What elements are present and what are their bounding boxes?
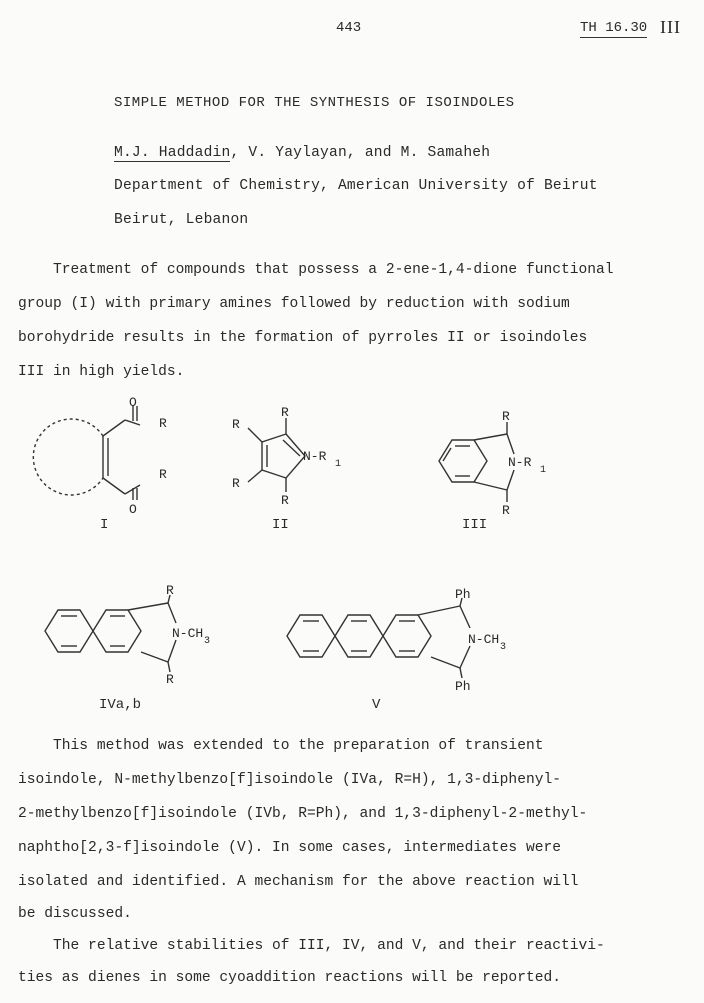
- atom-label: R: [502, 503, 510, 518]
- atom-label: O: [129, 395, 137, 410]
- atom-label: 3: [500, 642, 507, 653]
- atom-label: R: [159, 467, 167, 482]
- structure-label: III: [462, 517, 488, 533]
- atom-label: R: [166, 672, 174, 687]
- text-line: III in high yields.: [18, 364, 185, 380]
- session-numeral: III: [660, 17, 681, 37]
- text-line: ties as dienes in some cyoaddition reactions will be reported.: [18, 970, 561, 986]
- structure-V: [287, 587, 506, 713]
- affiliation-line-1: Department of Chemistry, American University of Beirut: [114, 178, 598, 194]
- page-number: 443: [336, 20, 362, 36]
- text-line: group (I) with primary amines followed by reduction with sodium: [18, 296, 570, 312]
- lead-author: M.J. Haddadin: [114, 145, 231, 161]
- atom-label: R: [159, 416, 167, 431]
- structure-label: IVa,b: [99, 697, 142, 713]
- atom-label: 3: [204, 636, 211, 647]
- structure-label: II: [272, 517, 289, 533]
- atom-label: 1: [335, 459, 342, 470]
- text-line: naphtho[2,3-f]isoindole (V). In some cases, intermediates were: [18, 840, 561, 856]
- atom-label: R: [281, 405, 289, 420]
- atom-label: N-R: [303, 449, 327, 464]
- atom-label: R: [232, 476, 240, 491]
- atom-label: Ph: [455, 587, 471, 602]
- atom-label: 1: [540, 465, 547, 476]
- atom-label: N-CH: [468, 632, 500, 647]
- text-line: borohydride results in the formation of pyrroles II or isoindoles: [18, 330, 588, 346]
- atom-label: R: [166, 583, 174, 598]
- atom-label: O: [129, 502, 137, 517]
- atom-label: Ph: [455, 679, 471, 694]
- text-line: be discussed.: [18, 906, 132, 922]
- atom-label: R: [232, 417, 240, 432]
- structure-II: [232, 405, 341, 533]
- structure-label: V: [372, 697, 381, 713]
- atom-label: N-R: [508, 455, 532, 470]
- affiliation-line-2: Beirut, Lebanon: [114, 212, 249, 228]
- atom-label: R: [502, 409, 510, 424]
- atom-label: R: [281, 493, 289, 508]
- text-line: isolated and identified. A mechanism for the above reaction will: [18, 874, 579, 890]
- structure-IV: [45, 583, 210, 713]
- structure-I: [33, 395, 167, 533]
- structure-label: I: [100, 517, 109, 533]
- text-line: This method was extended to the preparation of transient: [18, 738, 544, 754]
- paper-title: SIMPLE METHOD FOR THE SYNTHESIS OF ISOINDOLES: [114, 95, 515, 111]
- co-authors: , V. Yaylayan, and M. Samaheh: [230, 145, 491, 161]
- structure-III: [439, 409, 546, 533]
- text-line: 2-methylbenzo[f]isoindole (IVb, R=Ph), and 1,3-diphenyl-2-methyl-: [18, 806, 588, 822]
- text-line: Treatment of compounds that possess a 2-ene-1,4-dione functional: [18, 262, 614, 278]
- session-code: TH 16.30: [580, 20, 648, 36]
- text-line: The relative stabilities of III, IV, and V, and their reactivi-: [18, 938, 605, 954]
- text-line: isoindole, N-methylbenzo[f]isoindole (IVa, R=H), 1,3-diphenyl-: [18, 772, 561, 788]
- atom-label: N-CH: [172, 626, 204, 641]
